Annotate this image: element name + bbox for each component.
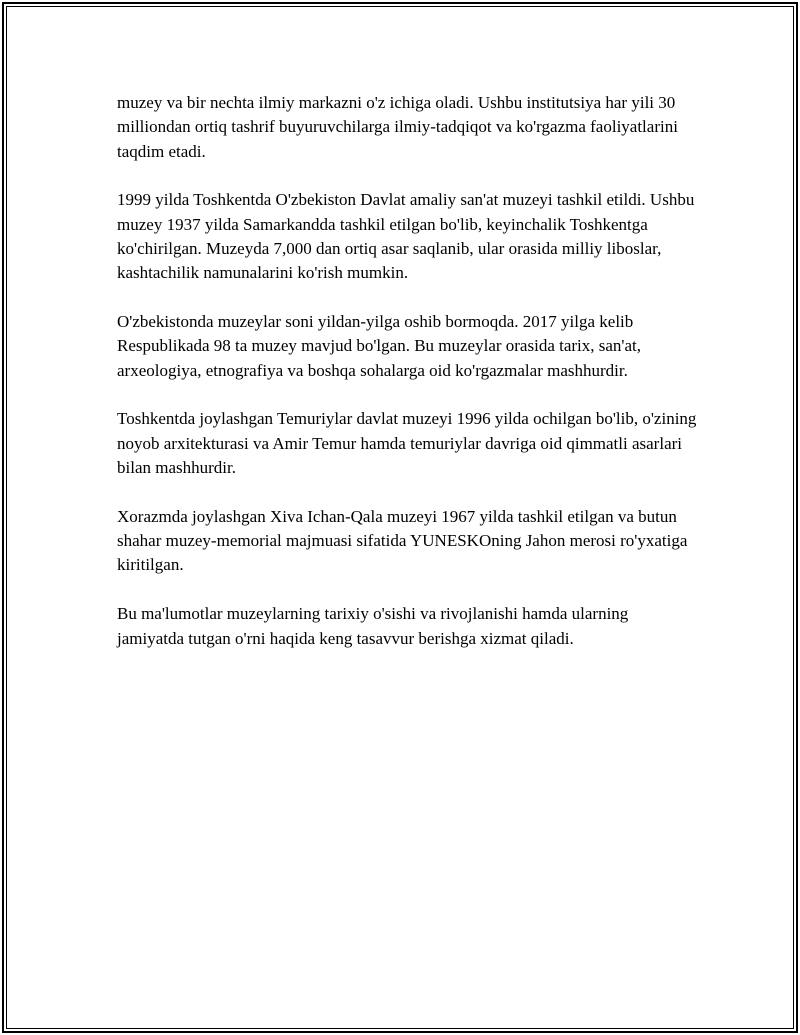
paragraph-2: 1999 yilda Toshkentda O'zbekiston Davlat amaliy san'at muzeyi tashkil etildi. Ushbu muzey 1937 yilda Samarkandda tashkil etilgan bo'lib, keyinchalik Toshkentga ko'chirilgan. Muzeyda 7,000 dan ortiq asar saqlanib, ular orasida milliy liboslar, kashtachilik namunalarini ko'rish mumkin.	[117, 190, 695, 283]
document-body	[117, 91, 697, 675]
paragraph-3: O'zbekistonda muzeylar soni yildan-yilga oshib bormoqda. 2017 yilga kelib Respublikada 98 ta muzey mavjud bo'lgan. Bu muzeylar orasida tarix, san'at, arxeologiya, etnografiya va boshqa sohalarga oid ko'rgazmalar mashhurdir.	[117, 312, 642, 380]
paragraph-6: Bu ma'lumotlar muzeylarning tarixiy o'sishi va rivojlanishi hamda ularning jamiyatda tutgan o'rni haqida keng tasavvur berishga xizmat qiladi.	[117, 604, 629, 648]
paragraph-4: Toshkentda joylashgan Temuriylar davlat muzeyi 1996 yilda ochilgan bo'lib, o'zining noyob arxitekturasi va Amir Temur hamda temuriylar davriga oid qimmatli asarlari bilan mashhurdir.	[117, 409, 697, 478]
paragraph-1: muzey va bir nechta ilmiy markazni o'z ichiga oladi. Ushbu institutsiya har yili 30 milliondan ortiq tashrif buyuruvchilarga ilmiy-tadqiqot va ko'rgazma faoliyatlarini taqdim etadi.	[117, 93, 678, 161]
paragraph-5: Xorazmda joylashgan Xiva Ichan-Qala muzeyi 1967 yilda tashkil etilgan va butun shahar muzey-memorial majmuasi sifatida YUNESKOning Jahon merosi ro'yxatiga kiritilgan.	[117, 506, 688, 575]
